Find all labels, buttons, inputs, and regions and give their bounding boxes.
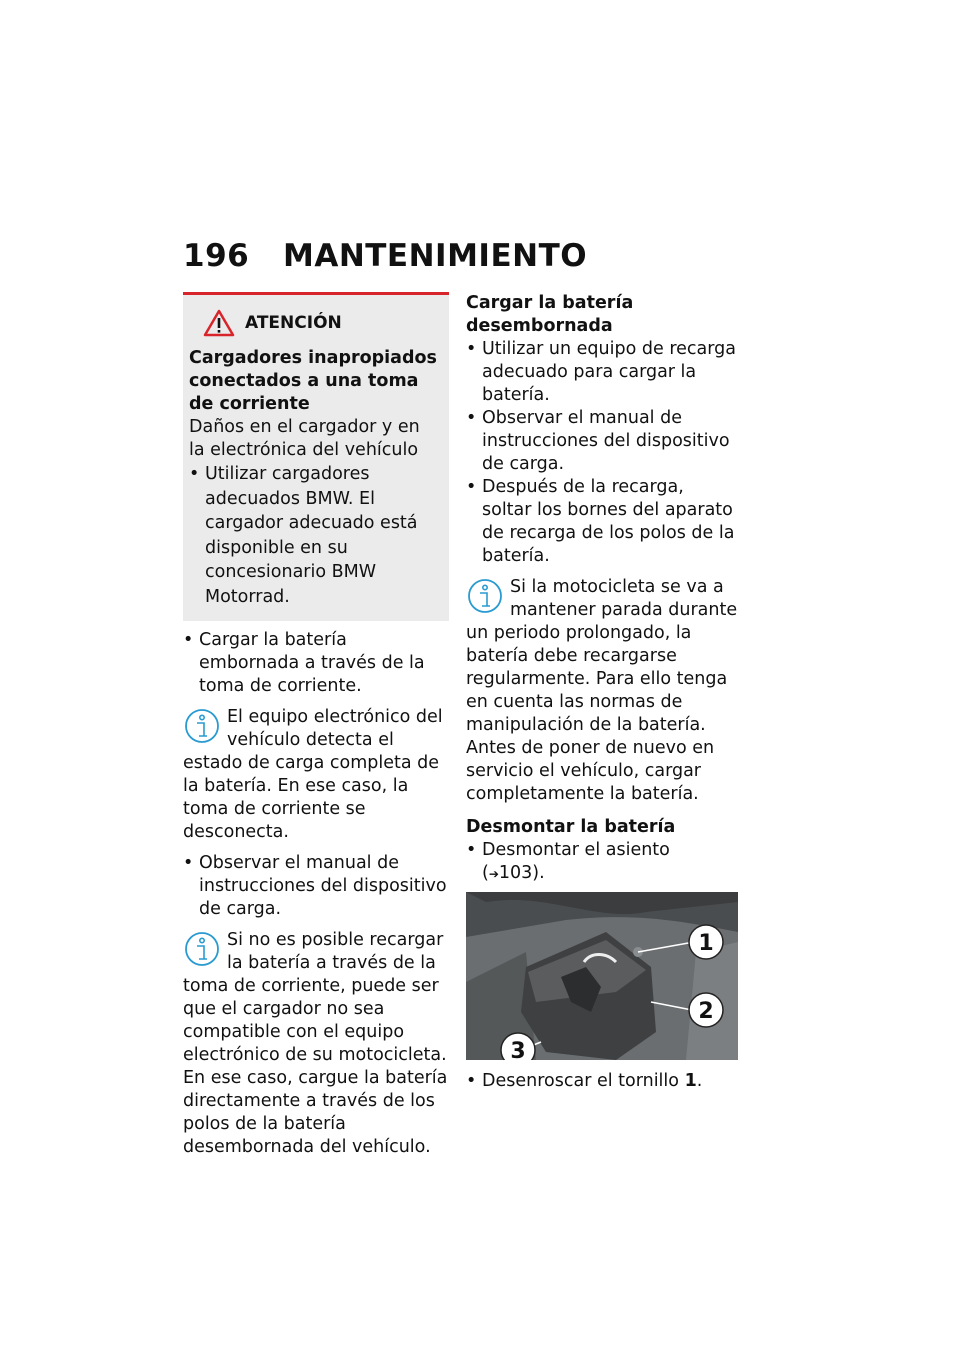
info-text-2: Si no es posible recargar la batería a través de la toma de corriente, puede ser que el cargador no sea compatible con el equipo electrónico de su motocicleta. En ese caso, cargue la batería directamente a través de los polos de la batería desembornada del vehículo. [183, 930, 448, 1157]
right-column [466, 292, 738, 1093]
info-text-3: Si la motocicleta se va a mantener parada durante un periodo prolongado, la batería debe recargarse regularmente. Para ello tenga en cuenta las normas de manipulación de la batería. Antes de poner de nuevo en servicio el vehículo, cargar completamente la batería. [466, 577, 738, 804]
warning-bullet: • Utilizar cargadores adecuados BMW. El cargador adecuado está disponible en su concesionario BMW Motorrad. [189, 462, 439, 609]
warning-heading: Cargadores inapropiados conectados a una toma de corriente [189, 348, 437, 414]
seat-text: Desmontar el asiento ( [482, 840, 670, 883]
info-icon [466, 576, 504, 616]
bullet-remove-seat [466, 839, 738, 886]
unscrew-text: Desenroscar el tornillo [482, 1071, 685, 1091]
bullet-right-3: • Después de la recarga, soltar los bornes del aparato de recarga de los polos de la batería. [466, 476, 738, 568]
photo-label-3: 3 [510, 1039, 526, 1060]
info-text-1: El equipo electrónico del vehículo detecta el estado de carga completa de la batería. En ese caso, la toma de corriente se desconecta. [183, 707, 443, 842]
info-icon [183, 706, 221, 746]
warning-title [203, 309, 439, 337]
unscrew-end: . [696, 1071, 703, 1091]
photo-label-1: 1 [698, 931, 714, 956]
battery-photo [466, 892, 738, 1060]
heading-charge-disconnected: Cargar la batería desembornada [466, 293, 634, 336]
warning-triangle-icon [203, 309, 235, 337]
warning-box [183, 292, 449, 621]
info-note-2 [183, 929, 449, 1159]
warning-label: ATENCIÓN [245, 312, 342, 333]
heading-remove-battery: Desmontar la batería [466, 817, 676, 837]
bullet-right-2: • Observar el manual de instrucciones del dispositivo de carga. [466, 407, 738, 476]
section-title: MANTENIMIENTO [283, 238, 588, 274]
left-column [183, 292, 449, 1167]
bullet-manual: • Observar el manual de instrucciones del dispositivo de carga. [183, 852, 449, 921]
info-note-3 [466, 576, 738, 806]
seat-page-ref: 103). [498, 863, 545, 883]
bullet-right-1: • Utilizar un equipo de recarga adecuado para cargar la batería. [466, 338, 738, 407]
screw-ref: 1 [684, 1071, 697, 1091]
page-header [183, 238, 587, 274]
photo-label-2: 2 [698, 999, 714, 1024]
page-number: 196 [183, 238, 250, 274]
bullet-charge-embedded: • Cargar la batería embornada a través de la toma de corriente. [183, 629, 449, 698]
bullet-unscrew [466, 1070, 738, 1093]
info-icon [183, 929, 221, 969]
warning-description: Daños en el cargador y en la electrónica del vehículo [189, 417, 420, 460]
arrow-right-icon: ➔ [488, 867, 499, 881]
info-note-1 [183, 706, 449, 844]
